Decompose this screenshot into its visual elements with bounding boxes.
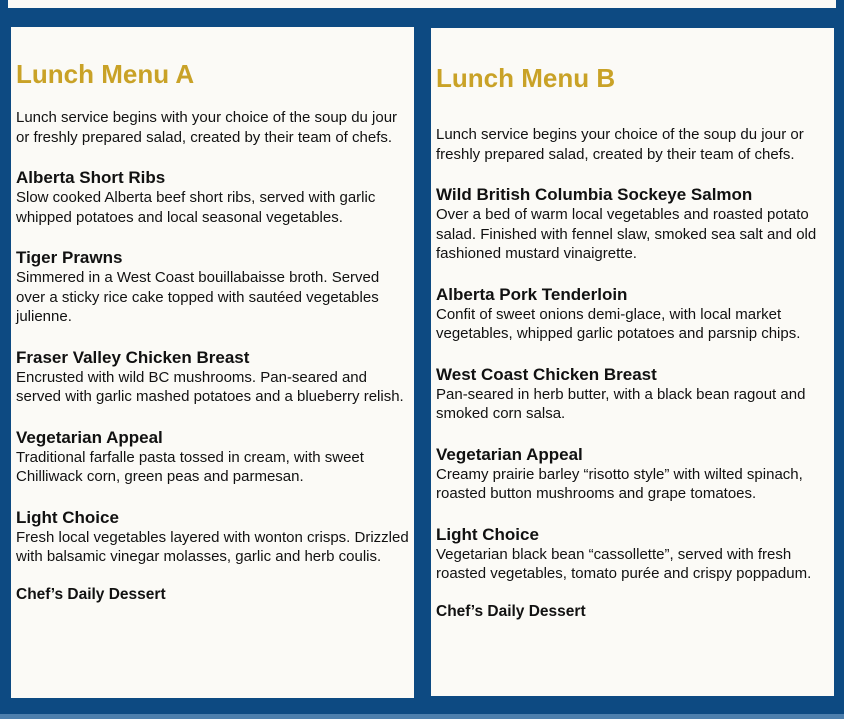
menu-item (436, 364, 829, 424)
menu-item-description: Over a bed of warm local vegetables and roasted potato salad. Finished with fennel slaw, smoked sea salt and old fashioned mustard vinaigrette. (436, 206, 817, 262)
menu-intro: Lunch service begins your choice of the soup du jour or freshly prepared salad, created by their team of chefs. (436, 126, 804, 163)
dessert-line: Chef’s Daily Dessert (436, 602, 586, 620)
menu-item-description: Vegetarian black bean “cassollette”, served with fresh roasted vegetables, tomato purée and crispy poppadum. (436, 545, 812, 582)
menu-item-description: Pan-seared in herb butter, with a black bean ragout and smoked corn salsa. (436, 385, 806, 422)
menu-item-name: Tiger Prawns (16, 248, 123, 267)
menu-item (436, 184, 829, 264)
menu-item-name: Fraser Valley Chicken Breast (16, 347, 250, 367)
menu-item-name: Vegetarian Appeal (436, 444, 583, 464)
lunch-menu-b-panel (431, 28, 834, 696)
menu-item (16, 427, 409, 487)
menu-item (436, 444, 829, 504)
bottom-strip (0, 714, 844, 719)
menu-title: Lunch Menu B (436, 63, 616, 93)
top-banner-strip (8, 0, 836, 8)
menu-item-name: Vegetarian Appeal (16, 427, 163, 447)
menu-item-description: Creamy prairie barley “risotto style” with wilted spinach, roasted button mushrooms and grape tomatoes. (436, 465, 803, 502)
menu-item-description: Encrusted with wild BC mushrooms. Pan-seared and served with garlic mashed potatoes and a blueberry relish. (16, 368, 404, 405)
menu-item-name: Alberta Short Ribs (16, 168, 166, 187)
menu-item (16, 167, 409, 227)
menu-item-name: West Coast Chicken Breast (436, 364, 657, 384)
menu-item-description: Traditional farfalle pasta tossed in cream, with sweet Chilliwack corn, green peas and parmesan. (16, 448, 364, 485)
dessert-line: Chef’s Daily Dessert (16, 585, 166, 603)
menu-item-description: Confit of sweet onions demi-glace, with local market vegetables, whipped garlic potatoes and parsnip chips. (436, 305, 801, 342)
menu-item (436, 524, 829, 584)
menu-item (436, 284, 829, 344)
menu-item-name: Wild British Columbia Sockeye Salmon (436, 185, 753, 204)
menu-item-description: Slow cooked Alberta beef short ribs, served with garlic whipped potatoes and local seasonal vegetables. (16, 189, 376, 226)
menu-item (16, 347, 409, 407)
menu-item-name: Light Choice (436, 524, 539, 544)
menu-intro: Lunch service begins with your choice of the soup du jour or freshly prepared salad, created by their team of chefs. (16, 109, 398, 146)
lunch-menu-a-panel (11, 27, 414, 698)
menu-item-description: Fresh local vegetables layered with wonton crisps. Drizzled with balsamic vinegar molasses, garlic and herb coulis. (16, 528, 409, 565)
menu-item-name: Alberta Pork Tenderloin (436, 284, 628, 304)
menu-item-description: Simmered in a West Coast bouillabaisse broth. Served over a sticky rice cake topped with sautéed vegetables julienne. (16, 269, 380, 325)
menu-item-name: Light Choice (16, 507, 119, 527)
menu-item (16, 507, 409, 567)
menu-title: Lunch Menu A (16, 59, 195, 89)
menu-item (16, 247, 409, 327)
